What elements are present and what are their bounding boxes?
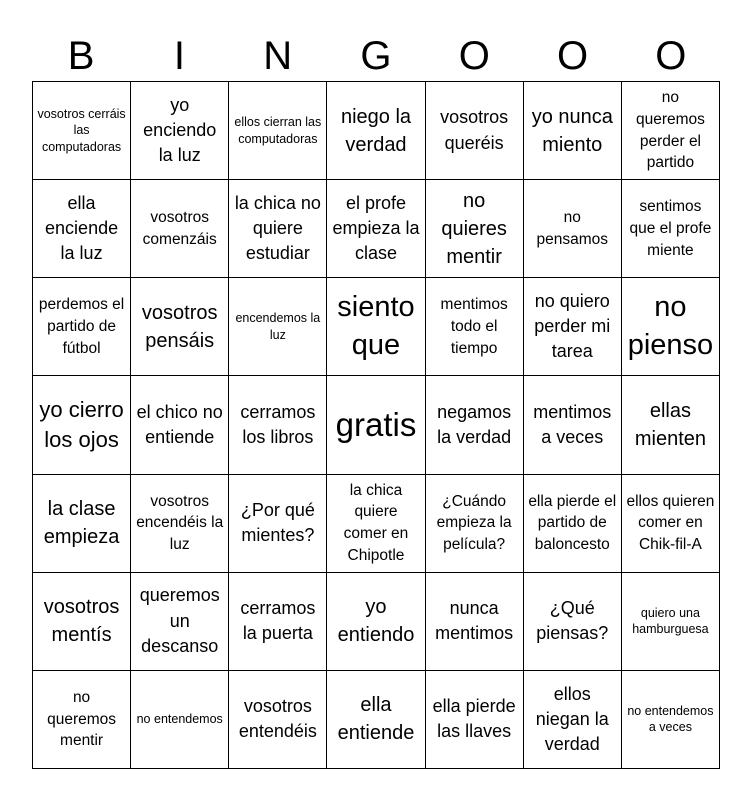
cell-text: yo enciendo la luz — [143, 94, 217, 166]
cell-text: vosotros entendéis — [238, 696, 317, 742]
bingo-cell — [131, 671, 229, 769]
bingo-cell — [426, 82, 524, 180]
bingo-cell — [524, 82, 622, 180]
cell-text: vosotros pensáis — [141, 301, 218, 352]
cell-text: la chica quiere comer en Chipotle — [343, 481, 409, 564]
cell-text: gratis — [335, 406, 417, 444]
bingo-cell — [426, 180, 524, 278]
bingo-cell — [622, 573, 720, 671]
cell-text: ¿Qué piensas? — [536, 598, 609, 644]
bingo-cell — [33, 180, 131, 278]
bingo-cell — [327, 475, 425, 573]
header-letter: N — [263, 34, 293, 78]
cell-text: ellas mienten — [634, 399, 706, 450]
cell-text: vosotros mentís — [43, 596, 120, 647]
cell-text: vosotros encendéis la luz — [136, 492, 224, 553]
cell-text: ellos quieren comer en Chik-fil-A — [626, 492, 715, 553]
bingo-cell — [622, 180, 720, 278]
cell-text: ella enciende la luz — [45, 192, 119, 264]
bingo-cell — [33, 573, 131, 671]
bingo-cell — [131, 180, 229, 278]
cell-text: ellos cierran las computadoras — [234, 115, 322, 146]
bingo-cell — [229, 475, 327, 573]
cell-text: siento que — [337, 291, 415, 361]
bingo-cell — [33, 278, 131, 376]
cell-text: no queremos perder el partido — [635, 89, 705, 172]
cell-text: negamos la verdad — [437, 401, 512, 447]
bingo-cell — [131, 573, 229, 671]
bingo-cell — [229, 573, 327, 671]
cell-text: el profe empieza la clase — [332, 192, 420, 264]
cell-text: ella entiende — [337, 694, 415, 745]
bingo-cell — [524, 180, 622, 278]
cell-text: ella pierde el partido de baloncesto — [528, 492, 617, 553]
bingo-cell — [524, 278, 622, 376]
bingo-cell — [327, 671, 425, 769]
bingo-cell — [426, 278, 524, 376]
cell-text: no quieres mentir — [441, 189, 507, 268]
bingo-cell — [229, 278, 327, 376]
bingo-cell — [622, 278, 720, 376]
cell-text: ¿Por qué mientes? — [240, 499, 315, 546]
cell-text: no quiero perder mi tarea — [534, 291, 611, 362]
header-letter: B — [67, 34, 95, 78]
bingo-board — [32, 81, 720, 769]
bingo-cell — [622, 671, 720, 769]
bingo-cell — [622, 376, 720, 474]
header-letter: O — [458, 34, 490, 78]
cell-text: ella pierde las llaves — [432, 696, 516, 742]
cell-text: vosotros comenzáis — [142, 209, 217, 248]
cell-text: mentimos a veces — [533, 401, 612, 447]
header-letter: O — [655, 34, 687, 78]
cell-text: mentimos todo el tiempo — [440, 296, 508, 357]
bingo-cell — [229, 671, 327, 769]
cell-text: ¿Cuándo empieza la película? — [436, 492, 512, 553]
cell-text: queremos un descanso — [139, 585, 220, 656]
bingo-cell — [33, 82, 131, 180]
bingo-cell — [327, 82, 425, 180]
bingo-cell — [426, 671, 524, 769]
bingo-cell — [426, 475, 524, 573]
cell-text: la clase empieza — [43, 498, 120, 549]
cell-text: niego la verdad — [340, 105, 412, 156]
bingo-cell — [33, 475, 131, 573]
bingo-cell — [622, 82, 720, 180]
cell-text: cerramos la puerta — [240, 598, 316, 644]
bingo-cell — [131, 376, 229, 474]
bingo-cell — [426, 376, 524, 474]
cell-text: perdemos el partido de fútbol — [38, 296, 125, 357]
header-letter: O — [556, 34, 589, 78]
cell-text: yo cierro los ojos — [39, 397, 124, 452]
cell-text: vosotros cerráis las computadoras — [37, 106, 126, 154]
bingo-cell — [524, 475, 622, 573]
header-letter: I — [173, 34, 185, 78]
bingo-cell — [229, 82, 327, 180]
cell-text: yo nunca miento — [531, 105, 613, 156]
bingo-cell — [33, 376, 131, 474]
cell-text: sentimos que el profe miente — [629, 198, 712, 259]
cell-text: la chica no quiere estudiar — [234, 192, 321, 264]
cell-text: no entendemos — [136, 712, 223, 727]
bingo-cell — [229, 376, 327, 474]
bingo-cell — [131, 82, 229, 180]
cell-text: no pensamos — [536, 209, 609, 248]
cell-text: no pienso — [627, 291, 714, 361]
cell-text: no queremos mentir — [47, 688, 117, 750]
cell-text: yo entiendo — [337, 596, 415, 647]
cell-text: vosotros queréis — [440, 107, 509, 153]
cell-text: cerramos los libros — [240, 401, 316, 447]
bingo-cell — [229, 180, 327, 278]
cell-text: encendemos la luz — [235, 311, 321, 342]
cell-text: no entendemos a veces — [627, 703, 714, 735]
bingo-cell — [327, 278, 425, 376]
bingo-cell — [524, 573, 622, 671]
header-letter: G — [360, 34, 392, 78]
bingo-cell — [622, 475, 720, 573]
cell-text: quiero una hamburguesa — [632, 605, 709, 637]
bingo-cell — [131, 475, 229, 573]
bingo-cell — [33, 671, 131, 769]
bingo-cell — [426, 573, 524, 671]
bingo-cell — [327, 180, 425, 278]
bingo-cell — [524, 376, 622, 474]
bingo-cell — [131, 278, 229, 376]
bingo-cell — [524, 671, 622, 769]
bingo-header — [32, 30, 720, 82]
cell-text: nunca mentimos — [435, 598, 514, 644]
cell-text: el chico no entiende — [136, 401, 223, 447]
cell-text: ellos niegan la verdad — [535, 683, 609, 755]
bingo-cell — [327, 573, 425, 671]
bingo-cell free-space — [327, 376, 425, 474]
